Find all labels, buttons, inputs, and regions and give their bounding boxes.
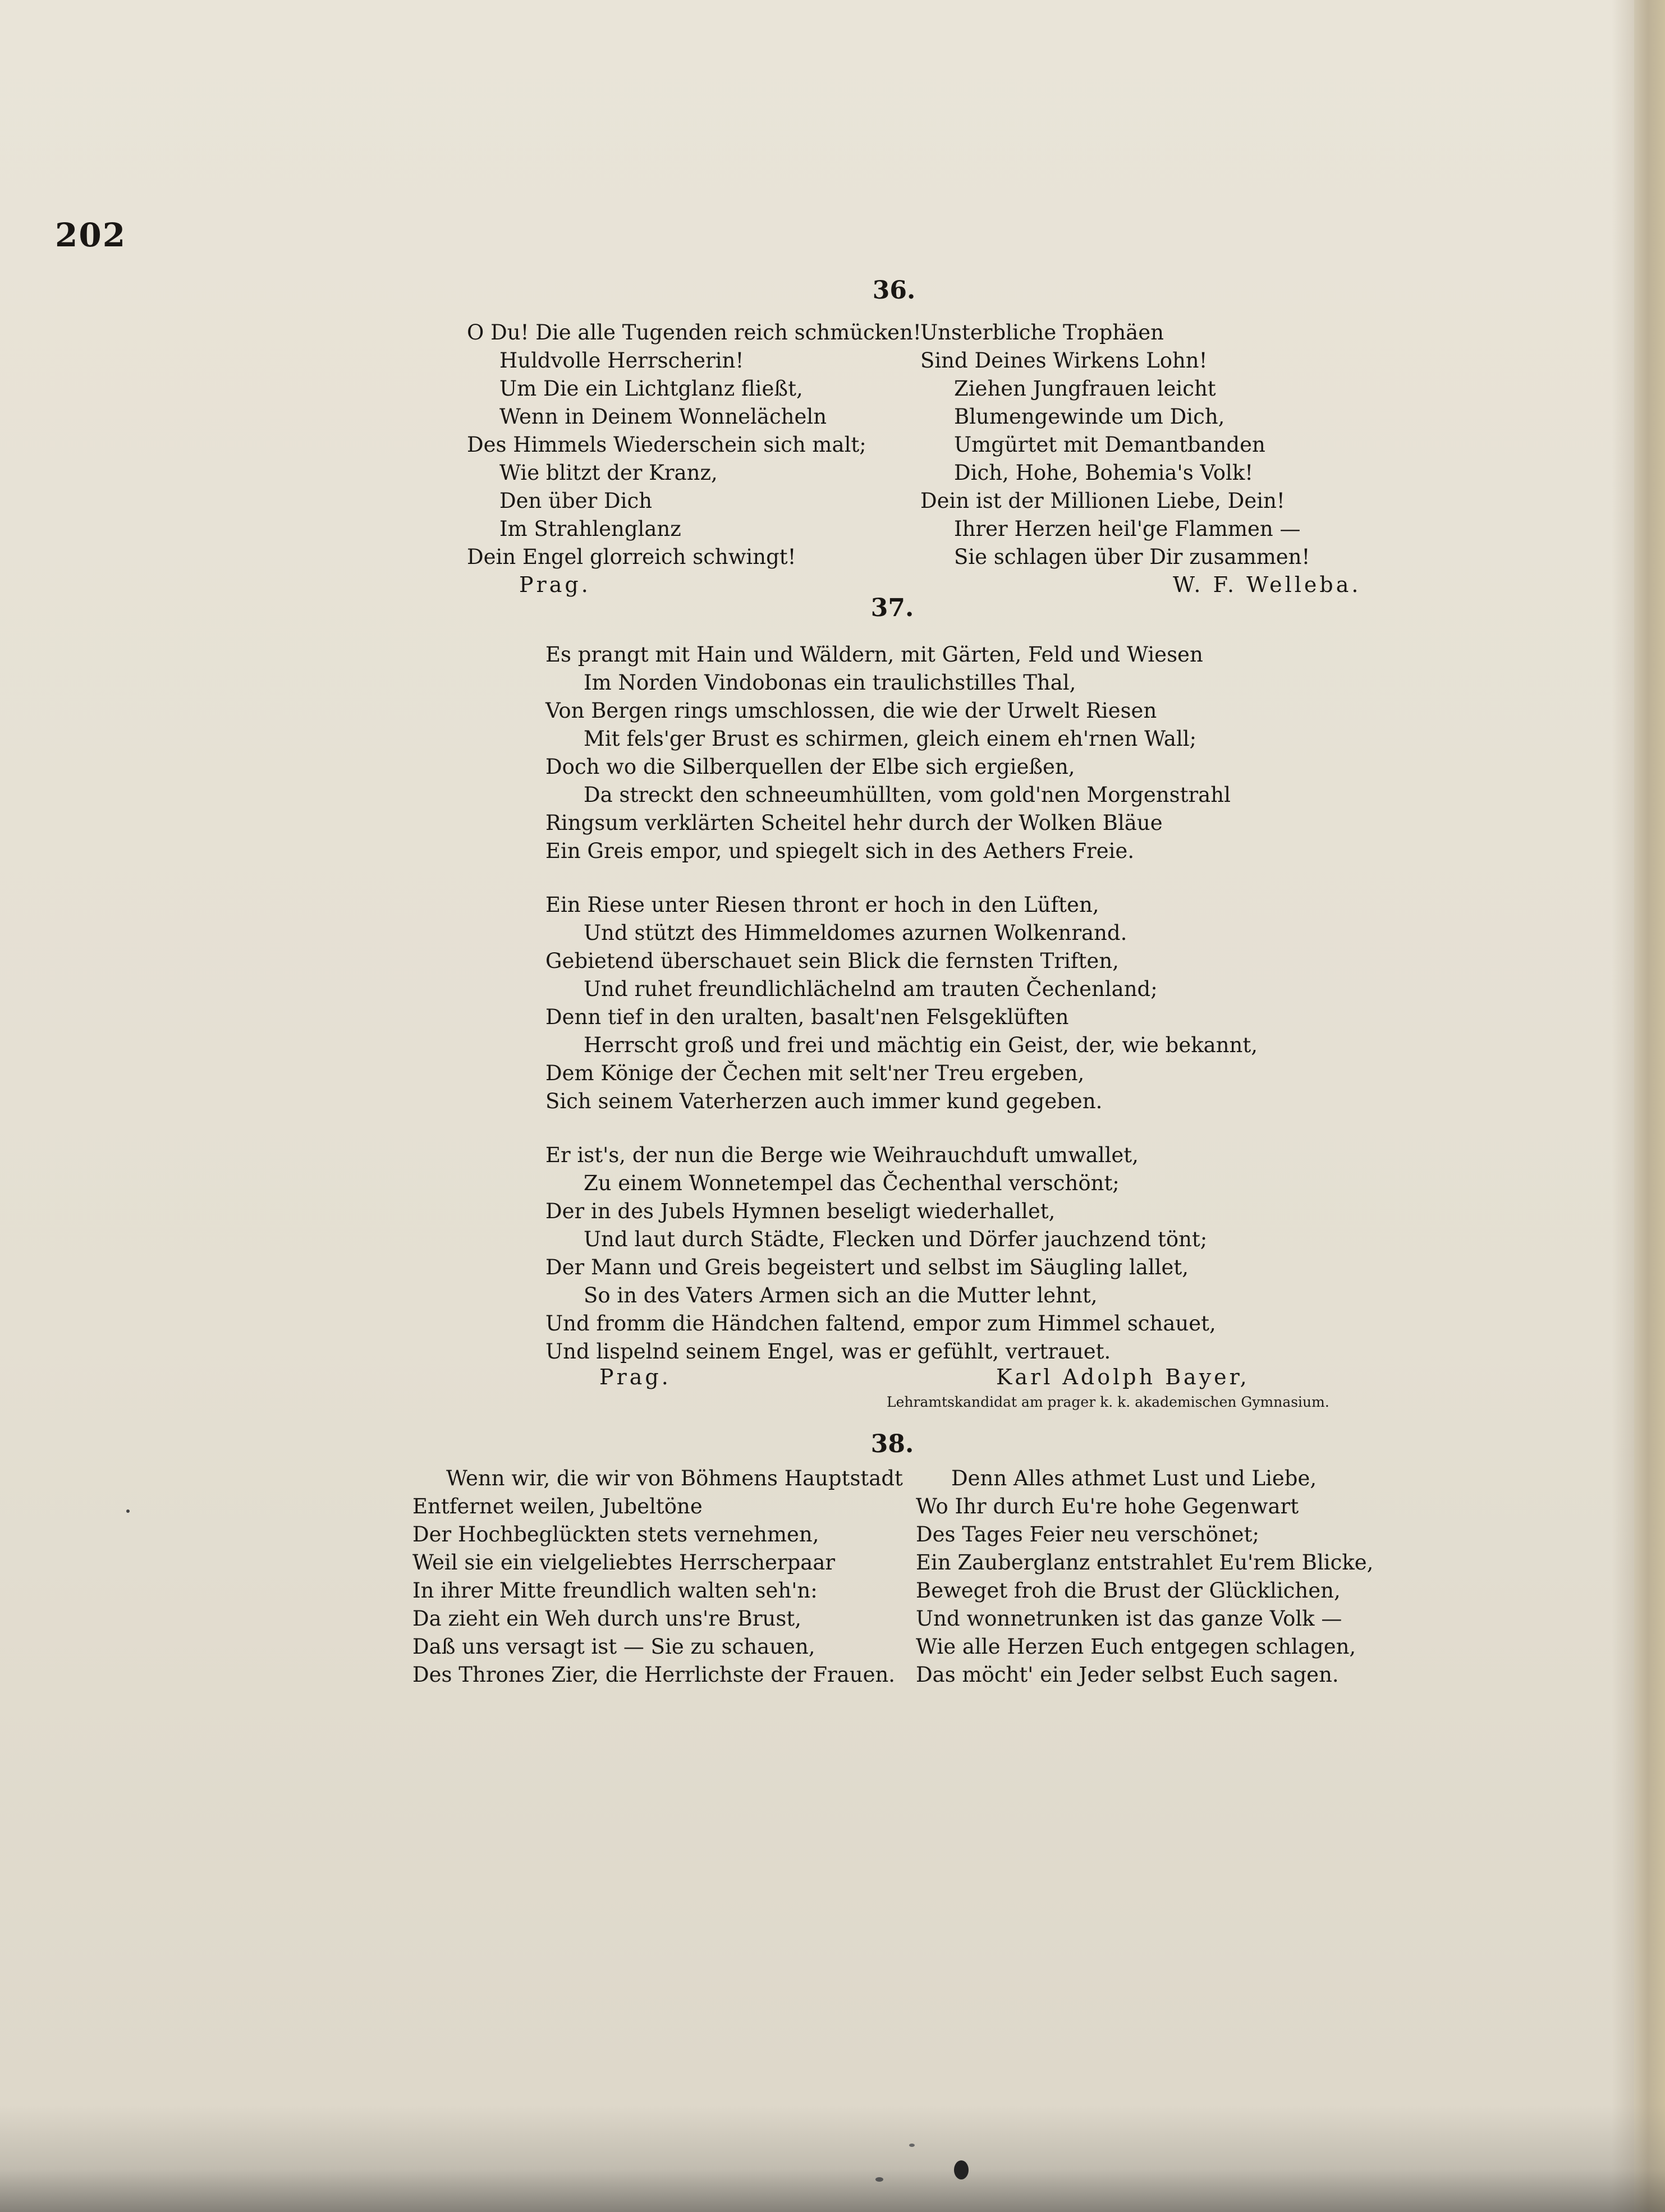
poem-38-number: 38. bbox=[870, 1430, 914, 1458]
poem-38-right-line: Das möcht' ein Jeder selbst Euch sagen. bbox=[916, 1663, 1339, 1687]
poem-38-right-line: Und wonnetrunken ist das ganze Volk — bbox=[916, 1607, 1342, 1631]
poem-37-line: Da streckt den schneeumhüllten, vom gold'nen Morgenstrahl bbox=[584, 783, 1231, 807]
poem-36-left-line: Im Strahlenglanz bbox=[499, 517, 681, 541]
poem-37-line: Der in des Jubels Hymnen beseligt wiederhallet, bbox=[545, 1199, 1056, 1223]
poem-36-left-line: Wenn in Deinem Wonnelächeln bbox=[499, 405, 827, 429]
poem-36-right-line: Dich, Hohe, Bohemia's Volk! bbox=[954, 461, 1254, 485]
ink-speck bbox=[126, 1509, 130, 1513]
poem-36-place: Prag. bbox=[519, 572, 591, 597]
poem-37-line: Mit fels'ger Brust es schirmen, gleich einem eh'rnen Wall; bbox=[584, 727, 1197, 751]
scan-bottom-edge bbox=[0, 2105, 1665, 2212]
poem-38-right-line: Des Tages Feier neu verschönet; bbox=[916, 1522, 1259, 1546]
poem-36-left-line: Huldvolle Herrscherin! bbox=[499, 348, 744, 373]
poem-37-line: Von Bergen rings umschlossen, die wie der Urwelt Riesen bbox=[545, 699, 1157, 723]
poem-37-line: Zu einem Wonnetempel das Čechenthal verschönt; bbox=[584, 1171, 1120, 1195]
poem-36-right-line: Unsterbliche Trophäen bbox=[920, 320, 1164, 345]
poem-36-right-line: Dein ist der Millionen Liebe, Dein! bbox=[920, 489, 1285, 513]
poem-38-left-line: Entfernet weilen, Jubeltöne bbox=[412, 1494, 703, 1518]
poem-36-number: 36. bbox=[872, 276, 916, 305]
poem-37-author-role: Lehramtskandidat am prager k. k. akademischen Gymnasium. bbox=[887, 1394, 1329, 1410]
ink-speck bbox=[909, 2144, 915, 2147]
poem-36-left-line: Wie blitzt der Kranz, bbox=[499, 461, 718, 485]
poem-36-left-line: O Du! Die alle Tugenden reich schmücken! bbox=[467, 320, 921, 345]
poem-37-line: Gebietend überschauet sein Blick die fernsten Triften, bbox=[545, 949, 1119, 973]
poem-38-left-line: Weil sie ein vielgeliebtes Herrscherpaar bbox=[412, 1550, 836, 1575]
poem-37-line: Im Norden Vindobonas ein traulichstilles Thal, bbox=[584, 671, 1076, 695]
poem-37-line: Dem Könige der Čechen mit selt'ner Treu ergeben, bbox=[545, 1061, 1085, 1085]
poem-38-right-line: Wo Ihr durch Eu're hohe Gegenwart bbox=[916, 1494, 1299, 1518]
poem-38-left-line: Daß uns versagt ist — Sie zu schauen, bbox=[412, 1635, 815, 1659]
poem-37-line: So in des Vaters Armen sich an die Mutter lehnt, bbox=[584, 1283, 1098, 1307]
poem-38-right-line: Beweget froh die Brust der Glücklichen, bbox=[916, 1578, 1341, 1603]
poem-37-author: Karl Adolph Bayer, bbox=[996, 1365, 1250, 1389]
poem-38-left-line: Des Thrones Zier, die Herrlichste der Frauen. bbox=[412, 1663, 896, 1687]
poem-38-left-line: Da zieht ein Weh durch uns're Brust, bbox=[412, 1607, 801, 1631]
poem-36-right-line: Ihrer Herzen heil'ge Flammen — bbox=[954, 517, 1301, 541]
poem-37-line: Der Mann und Greis begeistert und selbst im Säugling lallet, bbox=[545, 1255, 1189, 1279]
poem-36-author: W. F. Welleba. bbox=[1173, 572, 1361, 597]
poem-37-line: Ein Riese unter Riesen thront er hoch in den Lüften, bbox=[545, 893, 1099, 917]
poem-36-left-line: Den über Dich bbox=[499, 489, 653, 513]
poem-37-line: Denn tief in den uralten, basalt'nen Felsgeklüften bbox=[545, 1005, 1069, 1029]
poem-37-line: Doch wo die Silberquellen der Elbe sich ergießen, bbox=[545, 755, 1075, 779]
poem-37-line: Sich seinem Vaterherzen auch immer kund gegeben. bbox=[545, 1089, 1103, 1113]
poem-38-left-line: Der Hochbeglückten stets vernehmen, bbox=[412, 1522, 819, 1546]
poem-36-right-line: Ziehen Jungfrauen leicht bbox=[954, 377, 1216, 401]
poem-38-right-line: Denn Alles athmet Lust und Liebe, bbox=[951, 1466, 1317, 1490]
poem-37-line: Es prangt mit Hain und Wäldern, mit Gärten, Feld und Wiesen bbox=[545, 643, 1203, 667]
binding-shadow bbox=[1612, 0, 1634, 2212]
poem-37-line: Er ist's, der nun die Berge wie Weihrauchduft umwallet, bbox=[545, 1143, 1139, 1167]
poem-37-line: Und laut durch Städte, Flecken und Dörfer jauchzend tönt; bbox=[584, 1227, 1208, 1251]
poem-37-line: Ein Greis empor, und spiegelt sich in des Aethers Freie. bbox=[545, 839, 1135, 863]
poem-37-line: Ringsum verklärten Scheitel hehr durch der Wolken Bläue bbox=[545, 811, 1163, 835]
poem-36-left-line: Dein Engel glorreich schwingt! bbox=[467, 545, 796, 569]
poem-36-right-line: Umgürtet mit Demantbanden bbox=[954, 433, 1265, 457]
poem-37-place: Prag. bbox=[599, 1365, 671, 1389]
poem-38-left-line: In ihrer Mitte freundlich walten seh'n: bbox=[412, 1578, 818, 1603]
poem-37-number: 37. bbox=[870, 594, 914, 622]
poem-38-left-line: Wenn wir, die wir von Böhmens Hauptstadt bbox=[446, 1466, 903, 1490]
poem-38-right-line: Wie alle Herzen Euch entgegen schlagen, bbox=[916, 1635, 1356, 1659]
poem-36-right-line: Blumengewinde um Dich, bbox=[954, 405, 1225, 429]
book-binding-edge bbox=[1634, 0, 1665, 2212]
poem-38-right-line: Ein Zauberglanz entstrahlet Eu'rem Blicke, bbox=[916, 1550, 1374, 1575]
poem-37-line: Und stützt des Himmeldomes azurnen Wolkenrand. bbox=[584, 921, 1127, 945]
poem-36-right-line: Sie schlagen über Dir zusammen! bbox=[954, 545, 1310, 569]
poem-37-line: Und lispelnd seinem Engel, was er gefühlt, vertrauet. bbox=[545, 1339, 1111, 1364]
poem-37-line: Und ruhet freundlichlächelnd am trauten Čechenland; bbox=[584, 977, 1158, 1001]
page-number: 202 bbox=[55, 216, 127, 254]
ink-speck bbox=[954, 2160, 969, 2179]
poem-37-line: Herrscht groß und frei und mächtig ein Geist, der, wie bekannt, bbox=[584, 1033, 1258, 1057]
poem-36-left-line: Des Himmels Wiederschein sich malt; bbox=[467, 433, 866, 457]
poem-36-left-line: Um Die ein Lichtglanz fließt, bbox=[499, 377, 803, 401]
poem-36-right-line: Sind Deines Wirkens Lohn! bbox=[920, 348, 1208, 373]
poem-37-line: Und fromm die Händchen faltend, empor zum Himmel schauet, bbox=[545, 1311, 1216, 1336]
ink-speck bbox=[875, 2177, 883, 2182]
